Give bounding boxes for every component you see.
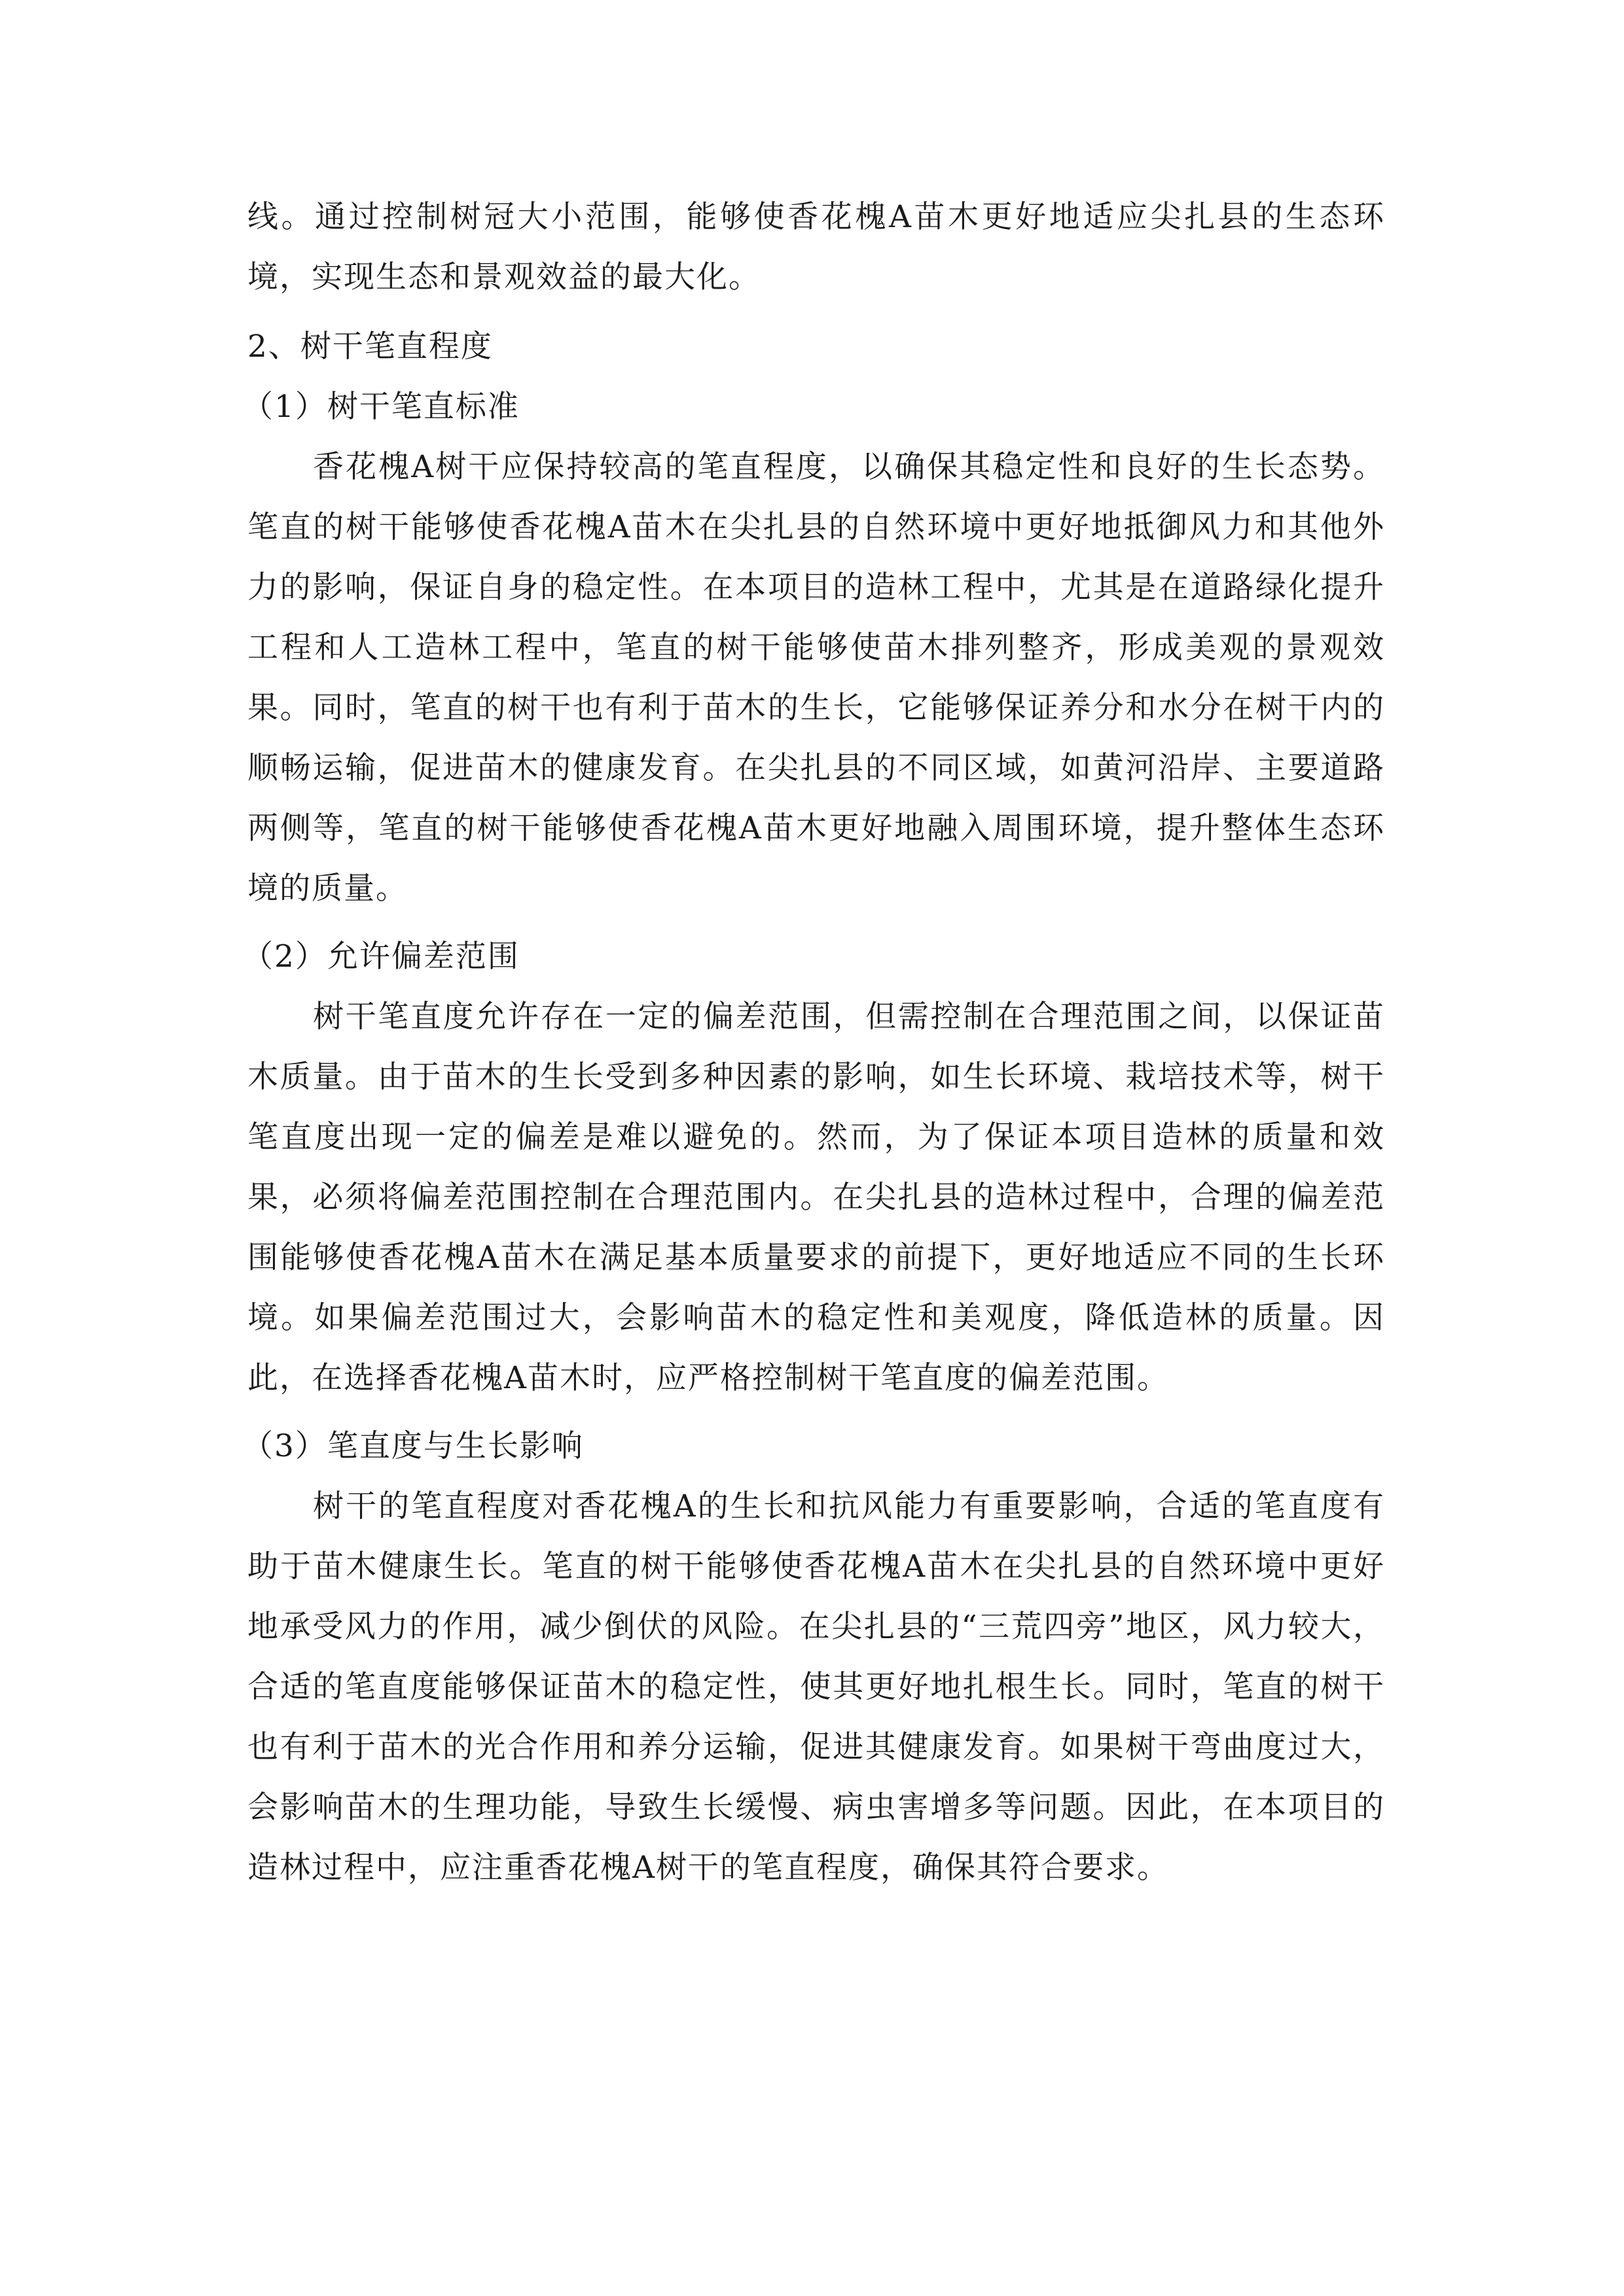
continuation-paragraph: 线。通过控制树冠大小范围，能够使香花槐A苗木更好地适应尖扎县的生态环境，实现生态和景观效益的最大化。 [247, 199, 1385, 295]
subsection-body-2: 树干笔直度允许存在一定的偏差范围，但需控制在合理范围之间，以保证苗木质量。由于苗木的生长受到多种因素的影响，如生长环境、栽培技术等，树干笔直度出现一定的偏差是难以避免的。然而，为了保证本项目造林的质量和效果，必须将偏差范围控制在合理范围内。在尖扎县的造林过程中，合理的偏差范围能够使香花槐A苗木在满足基本质量要求的前提下，更好地适应不同的生长环境。如果偏差范围过大，会影响苗木的稳定性和美观度，降低造林的质量。因此，在选择香花槐A苗木时，应严格控制树干笔直度的偏差范围。 [247, 999, 1385, 1396]
subsection-body-3: 树干的笔直程度对香花槐A的生长和抗风能力有重要影响，合适的笔直度有助于苗木健康生长。笔直的树干能够使香花槐A苗木在尖扎县的自然环境中更好地承受风力的作用，减少倒伏的风险。在尖扎县的“三荒四旁”地区，风力较大，合适的笔直度能够保证苗木的稳定性，使其更好地扎根生长。同时，笔直的树干也有利于苗木的光合作用和养分运输，促进其健康发育。如果树干弯曲度过大，会影响苗木的生理功能，导致生长缓慢、病虫害增多等问题。因此，在本项目的造林过程中，应注重香花槐A树干的笔直程度，确保其符合要求。 [247, 1488, 1385, 1886]
spacer [247, 919, 1385, 927]
section-heading: 2、树干笔直程度 [247, 329, 493, 365]
subsection-heading-1: （1）树干笔直标准 [242, 389, 520, 425]
subsection-heading-2: （2）允许偏差范围 [242, 939, 520, 975]
spacer [247, 308, 1385, 317]
page-content [242, 187, 1385, 1898]
spacer [247, 1408, 1385, 1416]
subsection-body-1: 香花槐A树干应保持较高的笔直程度，以确保其稳定性和良好的生长态势。笔直的树干能够使香花槐A苗木在尖扎县的自然环境中更好地抵御风力和其他外力的影响，保证自身的稳定性。在本项目的造林工程中，尤其是在道路绿化提升工程和人工造林工程中，笔直的树干能够使苗木排列整齐，形成美观的景观效果。同时，笔直的树干也有利于苗木的生长，它能够保证养分和水分在树干内的顺畅运输，促进苗木的健康发育。在尖扎县的不同区域，如黄河沿岸、主要道路两侧等，笔直的树干能够使香花槐A苗木更好地融入周围环境，提升整体生态环境的质量。 [247, 449, 1385, 906]
subsection-heading-3: （3）笔直度与生长影响 [242, 1428, 584, 1464]
